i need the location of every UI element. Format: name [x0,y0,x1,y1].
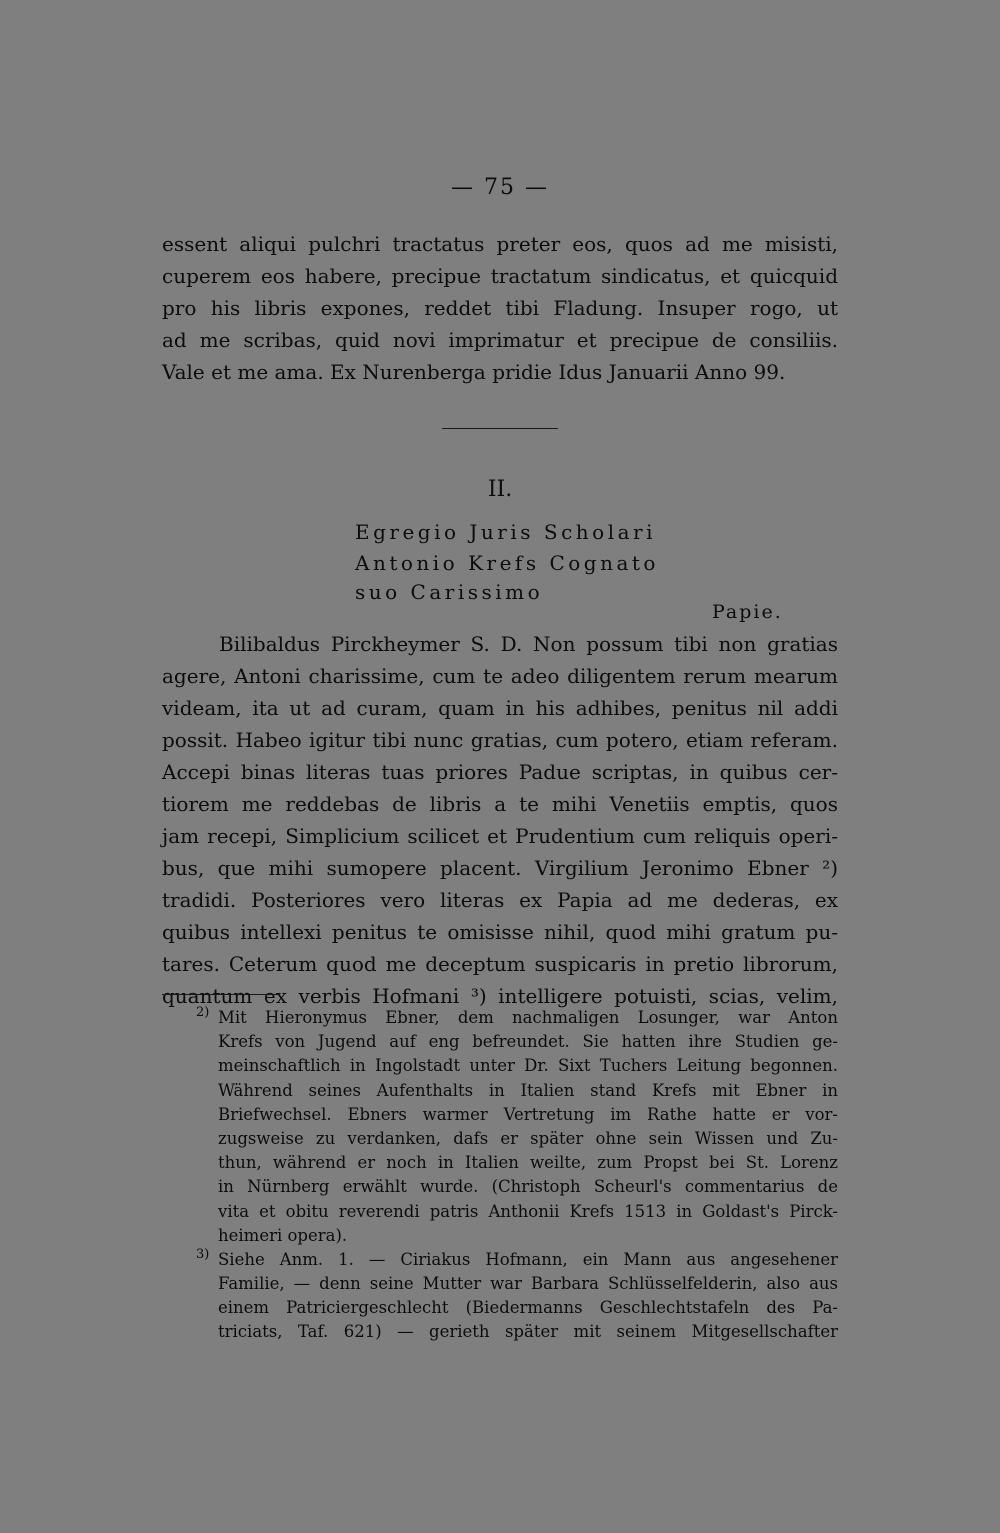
text-line: tiorem me reddebas de libris a te mihi Venetiis emptis, quos [162,792,838,816]
text-line: Vale et me ama. Ex Nurenberga pridie Idus Januarii Anno 99. [162,360,786,384]
text-line: pro his libris expones, reddet tibi Fladung. Insuper rogo, ut [162,296,838,320]
text-line: essent aliqui pulchri tractatus preter eos, quos ad me misisti, [162,232,838,256]
text-line: tares. Ceterum quod me deceptum suspicaris in pretio librorum, [162,952,838,976]
text-line: ad me scribas, quid novi imprimatur et precipue de consiliis. [162,328,838,352]
text-line: jam recepi, Simplicium scilicet et Prudentium cum reliquis operi- [162,824,838,848]
footnote-line: meinschaftlich in Ingolstadt unter Dr. Sixt Tuchers Leitung begonnen. [218,1056,838,1076]
text-line: quibus intellexi penitus te omisisse nihil, quod mihi gratum pu- [162,920,838,944]
text-line: tradidi. Posteriores vero literas ex Papia ad me dederas, ex [162,888,838,912]
text-line: bus, que mihi sumopere placent. Virgilium Jeronimo Ebner ²) [162,856,838,880]
footnote-line: in Nürnberg erwählt wurde. (Christoph Scheurl's commentarius de [218,1177,838,1197]
footnote-line: thun, während er noch in Italien weilte, zum Propst bei St. Lorenz [218,1153,838,1173]
paragraph-letter-closing [162,228,838,388]
footnotes [162,1006,838,1345]
address-line: Egregio Juris Scholari [355,520,656,544]
text-line: Bilibaldus Pirckheymer S. D. Non possum tibi non gratias [219,632,838,656]
section-heading: II. [487,477,513,502]
text-line: Accepi binas literas tuas priores Padue scriptas, in quibus cer- [162,760,838,784]
text-line: agere, Antoni charissime, cum te adeo diligentem rerum mearum [162,664,838,688]
address-line: suo Carissimo [355,580,544,604]
footnote-line: Familie, — denn seine Mutter war Barbara Schlüsselfelderin, also aus [218,1274,838,1294]
footnote-line: zugsweise zu verdanken, dafs er später ohne sein Wissen und Zu- [218,1128,838,1148]
text-line: possit. Habeo igitur tibi nunc gratias, cum potero, etiam referam. [162,728,838,752]
text-line: videam, ita ut ad curam, quam in his adhibes, penitus nil addi [162,696,838,720]
text-line: cuperem eos habere, precipue tractatum sindicatus, et quicquid [162,264,838,288]
footnote-line: Briefwechsel. Ebners warmer Vertretung im Rathe hatte er vor- [218,1104,838,1124]
footnote-line: vita et obitu reverendi patris Anthonii Krefs 1513 in Goldast's Pirck- [218,1201,838,1221]
footnote-line: Krefs von Jugend auf eng befreundet. Sie hatten ihre Studien ge- [218,1032,838,1052]
footnote-line: Während seines Aufenthalts in Italien stand Krefs mit Ebner in [218,1080,838,1100]
footnote-line: heimeri opera). [218,1225,348,1245]
text-line: quantum ex verbis Hofmani ³) intelligere potuisti, scias, velim, [162,984,838,1008]
footnote-marker: 3) [196,1246,210,1262]
footnote-line: 3) Siehe Anm. 1. — Ciriakus Hofmann, ein Mann aus angesehener [162,1248,838,1272]
place-line: Papie. [712,601,783,623]
footnote-line: 2) Mit Hieronymus Ebner, dem nachmaligen Losunger, war Anton [162,1006,838,1030]
footnote-2 [162,1006,838,1248]
footnote-3 [162,1248,838,1345]
footnote-divider [162,994,278,995]
address-line: Antonio Krefs Cognato [355,551,659,575]
footnote-marker: 2) [196,1005,210,1020]
section-divider [442,428,558,429]
page-number: — 75 — [451,175,549,200]
footnote-line: triciats, Taf. 621) — gerieth später mit seinem Mitgesellschafter [218,1322,838,1342]
footnote-line: einem Patriciergeschlecht (Biedermanns Geschlechtstafeln des Pa- [218,1298,838,1318]
paragraph-letter-body [162,628,838,1012]
